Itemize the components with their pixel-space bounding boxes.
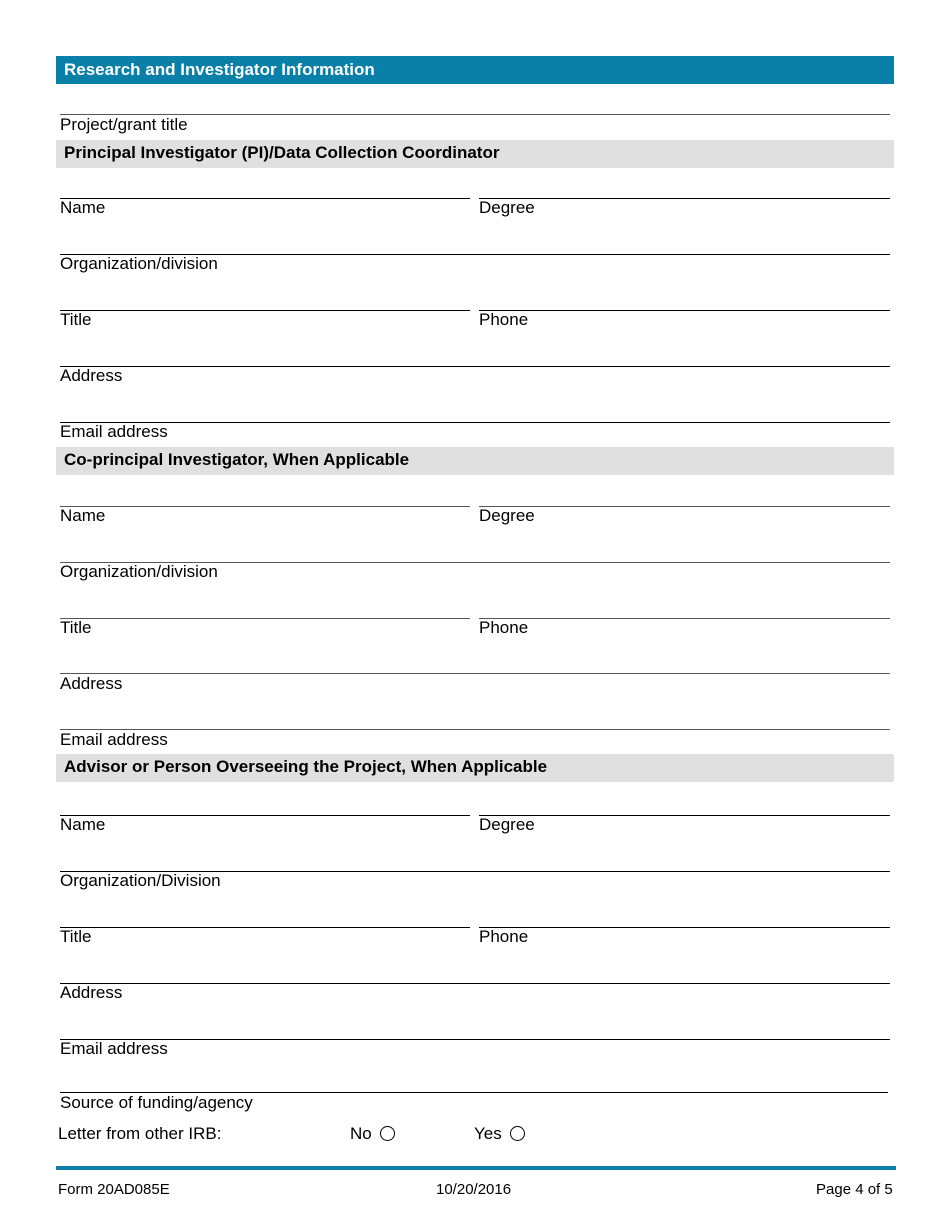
- pi-heading: Principal Investigator (PI)/Data Collection Coordinator: [56, 140, 894, 168]
- advisor-email-field[interactable]: [60, 1039, 890, 1040]
- irb-no-radio[interactable]: [380, 1126, 395, 1141]
- copi-heading: Co-principal Investigator, When Applicable: [56, 447, 894, 475]
- pi-name-field[interactable]: [60, 198, 470, 199]
- pi-address-field[interactable]: [60, 366, 890, 367]
- pi-title-label: Title: [60, 310, 92, 329]
- copi-address-field[interactable]: [60, 673, 890, 674]
- advisor-title-label: Title: [60, 927, 92, 946]
- footer-page-number: Page 4 of 5: [816, 1181, 893, 1198]
- footer-date: 10/20/2016: [436, 1181, 512, 1198]
- advisor-email-label: Email address: [60, 1039, 168, 1058]
- advisor-degree-label: Degree: [479, 815, 535, 834]
- irb-yes-label: Yes: [474, 1124, 502, 1143]
- copi-degree-label: Degree: [479, 506, 535, 525]
- advisor-heading: Advisor or Person Overseeing the Project, When Applicable: [56, 754, 894, 782]
- pi-title-field[interactable]: [60, 310, 470, 311]
- advisor-name-label: Name: [60, 815, 106, 834]
- pi-degree-label: Degree: [479, 198, 535, 217]
- copi-title-label: Title: [60, 618, 92, 637]
- footer-rule: [56, 1166, 896, 1170]
- pi-email-field[interactable]: [60, 422, 890, 423]
- pi-phone-field[interactable]: [479, 310, 890, 311]
- copi-organization-label: Organization/division: [60, 562, 218, 581]
- copi-degree-field[interactable]: [479, 506, 890, 507]
- copi-email-field[interactable]: [60, 729, 890, 730]
- advisor-title-field[interactable]: [60, 927, 470, 928]
- section-banner: Research and Investigator Information: [56, 56, 894, 84]
- pi-phone-label: Phone: [479, 310, 529, 329]
- irb-yes-option[interactable]: [474, 1124, 525, 1144]
- pi-organization-label: Organization/division: [60, 254, 218, 273]
- advisor-organization-label: Organization/Division: [60, 871, 221, 890]
- copi-phone-label: Phone: [479, 618, 529, 637]
- advisor-name-field[interactable]: [60, 815, 470, 816]
- advisor-address-label: Address: [60, 983, 123, 1002]
- copi-title-field[interactable]: [60, 618, 470, 619]
- funding-label: Source of funding/agency: [60, 1093, 253, 1112]
- copi-phone-field[interactable]: [479, 618, 890, 619]
- irb-no-option[interactable]: [350, 1124, 395, 1144]
- project-title-label: Project/grant title: [60, 115, 188, 134]
- pi-email-label: Email address: [60, 422, 168, 441]
- copi-email-label: Email address: [60, 730, 168, 749]
- advisor-phone-label: Phone: [479, 927, 529, 946]
- advisor-degree-field[interactable]: [479, 815, 890, 816]
- pi-address-label: Address: [60, 366, 123, 385]
- irb-yes-radio[interactable]: [510, 1126, 525, 1141]
- copi-name-label: Name: [60, 506, 106, 525]
- pi-name-label: Name: [60, 198, 106, 217]
- pi-degree-field[interactable]: [479, 198, 890, 199]
- advisor-address-field[interactable]: [60, 983, 890, 984]
- copi-address-label: Address: [60, 674, 123, 693]
- advisor-phone-field[interactable]: [479, 927, 890, 928]
- irb-no-label: No: [350, 1124, 372, 1143]
- irb-letter-label: Letter from other IRB:: [58, 1124, 222, 1143]
- copi-name-field[interactable]: [60, 506, 470, 507]
- footer-form-number: Form 20AD085E: [58, 1181, 170, 1198]
